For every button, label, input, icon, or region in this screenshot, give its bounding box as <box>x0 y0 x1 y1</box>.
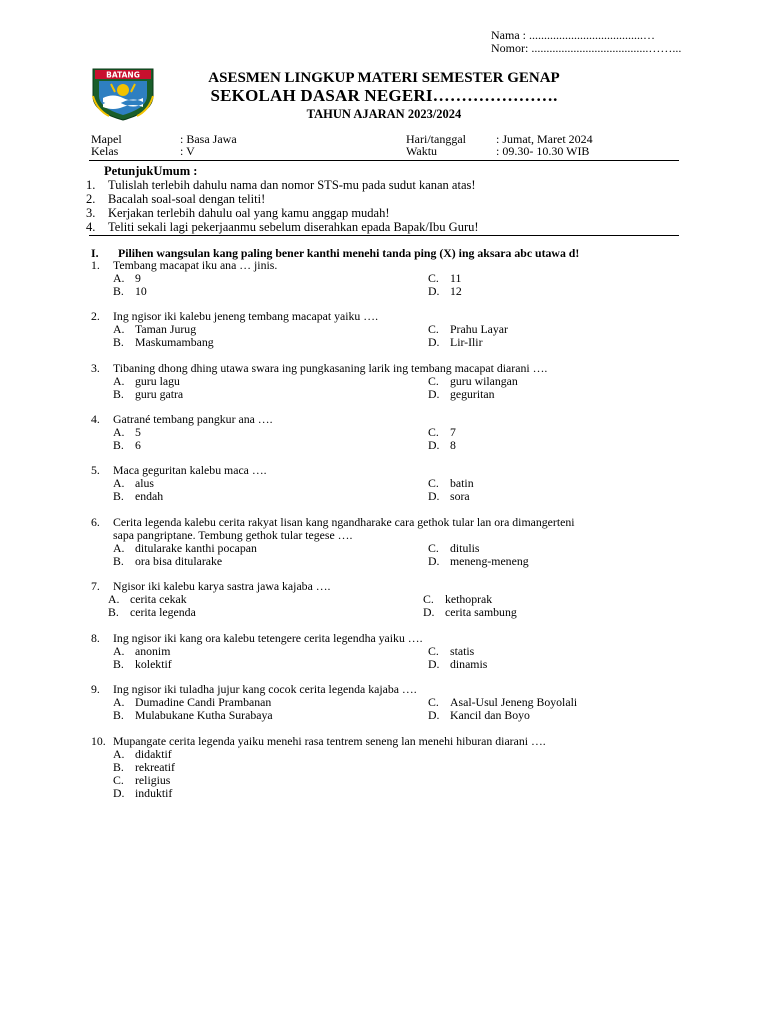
option-letter: B. <box>113 657 124 671</box>
answer-option[interactable] <box>428 658 487 671</box>
option-letter: A. <box>113 271 125 285</box>
option-text: rekreatif <box>135 760 175 774</box>
option-letter: C. <box>428 644 439 658</box>
option-letter: A. <box>113 695 125 709</box>
question-number <box>91 529 113 542</box>
petunjuk-item-number: 1. <box>86 178 96 192</box>
option-text: kethoprak <box>445 592 493 606</box>
petunjuk-list <box>86 178 479 234</box>
option-letter: B. <box>113 760 124 774</box>
kelas-label: Kelas <box>91 144 119 158</box>
option-text: 12 <box>450 284 462 298</box>
option-text: Mulabukane Kutha Surabaya <box>135 708 273 722</box>
question-text: sapa pangriptane. Tembung gethok tular tegese …. <box>113 528 353 542</box>
option-letter: B. <box>113 284 124 298</box>
option-text: cerita sambung <box>445 605 517 619</box>
petunjuk-item-number: 2. <box>86 192 96 206</box>
option-text: ditularake kanthi pocapan <box>135 541 257 555</box>
question-item <box>91 734 691 800</box>
option-letter: C. <box>428 541 439 555</box>
mapel-value: : Basa Jawa <box>180 132 237 146</box>
option-text: induktif <box>135 786 173 800</box>
answer-option[interactable] <box>428 439 456 452</box>
question-text: Tibaning dhong dhing utawa swara ing pungkasaning larik ing tembang macapat diarani …. <box>113 361 548 375</box>
option-letter: B. <box>113 335 124 349</box>
option-letter: A. <box>113 541 125 555</box>
question-stem <box>91 413 691 426</box>
question-item <box>91 682 691 722</box>
question-number: 9. <box>91 682 100 696</box>
question-number: 4. <box>91 412 100 426</box>
petunjuk-item-text: Tulislah terlebih dahulu nama dan nomor STS-mu pada sudut kanan atas! <box>108 178 476 192</box>
question-item <box>91 309 691 349</box>
answer-option[interactable] <box>113 490 163 503</box>
question-text: Mupangate cerita legenda yaiku menehi rasa tentrem seneng lan menehi hiburan diarani …. <box>113 734 546 748</box>
school-name: SEKOLAH DASAR NEGERI…………………. <box>210 86 558 105</box>
answer-option[interactable] <box>428 490 470 503</box>
petunjuk-item <box>86 192 479 206</box>
answer-option[interactable] <box>428 555 529 568</box>
option-letter: B. <box>113 438 124 452</box>
question-text: Tembang macapat iku ana … jinis. <box>113 258 278 272</box>
question-number: 2. <box>91 309 100 323</box>
nomor-field[interactable]: Nomor: .......................................……... <box>491 41 682 55</box>
option-text: batin <box>450 476 474 490</box>
option-text: didaktif <box>135 747 172 761</box>
option-letter: A. <box>113 374 125 388</box>
option-text: Lir-Ilir <box>450 335 483 349</box>
academic-year: TAHUN AJARAN 2023/2024 <box>306 107 462 121</box>
question-stem <box>91 735 691 748</box>
question-text: Maca geguritan kalebu maca …. <box>113 463 267 477</box>
option-text: Dumadine Candi Prambanan <box>135 695 272 709</box>
hari-label: Hari/tanggal <box>406 132 466 146</box>
option-letter: D. <box>428 708 440 722</box>
section-instruction: Pilihen wangsulan kang paling bener kanthi menehi tanda ping (X) ing aksara abc utawa d! <box>118 246 580 260</box>
petunjuk-item-text: Kerjakan terlebih dahulu oal yang kamu anggap mudah! <box>108 206 390 220</box>
option-letter: D. <box>428 554 440 568</box>
option-text: religius <box>135 773 171 787</box>
option-letter: C. <box>428 271 439 285</box>
petunjuk-item <box>86 206 479 220</box>
option-letter: C. <box>428 374 439 388</box>
question-item <box>91 579 691 619</box>
petunjuk-item-text: Teliti sekali lagi pekerjaanmu sebelum diserahkan epada Bapak/Ibu Guru! <box>108 220 479 234</box>
option-letter: B. <box>113 387 124 401</box>
question-item <box>91 361 691 401</box>
option-letter: B. <box>113 708 124 722</box>
option-text: anonim <box>135 644 171 658</box>
section-number: I. <box>91 246 99 260</box>
option-letter: A. <box>113 747 125 761</box>
option-text: guru gatra <box>135 387 184 401</box>
option-letter: C. <box>428 476 439 490</box>
question-number: 5. <box>91 463 100 477</box>
option-letter: C. <box>428 695 439 709</box>
option-text: 8 <box>450 438 456 452</box>
question-number: 1. <box>91 258 100 272</box>
option-letter: B. <box>108 605 119 619</box>
question-stem <box>91 362 691 375</box>
option-text: 9 <box>135 271 141 285</box>
question-text: Ngisor iki kalebu karya sastra jawa kajaba …. <box>113 579 331 593</box>
answer-option[interactable] <box>113 439 141 452</box>
option-letter: D. <box>428 438 440 452</box>
option-letter: A. <box>113 644 125 658</box>
option-letter: A. <box>108 592 120 606</box>
petunjuk-item <box>86 220 479 234</box>
option-text: sora <box>450 489 470 503</box>
mapel-label: Mapel <box>91 132 122 146</box>
option-letter: C. <box>423 592 434 606</box>
option-text: Asal-Usul Jeneng Boyolali <box>450 695 578 709</box>
question-number: 3. <box>91 361 100 375</box>
petunjuk-title: PetunjukUmum : <box>104 164 198 178</box>
option-letter: D. <box>428 657 440 671</box>
student-identity <box>491 29 681 55</box>
question-text: Ing ngisor iki tuladha jujur kang cocok cerita legenda kajaba …. <box>113 682 417 696</box>
petunjuk-item-text: Bacalah soal-soal dengan teliti! <box>108 192 266 206</box>
option-letter: D. <box>428 335 440 349</box>
option-text: 10 <box>135 284 147 298</box>
question-text: Ing ngisor iki kalebu jeneng tembang macapat yaiku …. <box>113 309 379 323</box>
option-letter: D. <box>428 489 440 503</box>
option-text: statis <box>450 644 475 658</box>
answer-option[interactable] <box>113 709 273 722</box>
answer-option[interactable] <box>108 606 196 619</box>
option-text: guru wilangan <box>450 374 518 388</box>
question-text: Cerita legenda kalebu cerita rakyat lisan kang ngandharake cara gethok tular lan ora dimangerteni <box>113 515 575 529</box>
option-text: endah <box>135 489 164 503</box>
hari-value: : Jumat, Maret 2024 <box>496 132 593 146</box>
option-letter: B. <box>113 554 124 568</box>
logo-text: BATANG <box>106 70 140 80</box>
option-text: 6 <box>135 438 141 452</box>
answer-option[interactable] <box>113 388 183 401</box>
answer-option[interactable] <box>113 285 147 298</box>
option-text: 11 <box>450 271 462 285</box>
answer-option[interactable] <box>428 336 483 349</box>
option-text: ditulis <box>450 541 480 555</box>
answer-option[interactable] <box>113 336 214 349</box>
option-letter: D. <box>423 605 435 619</box>
header-divider <box>89 160 679 161</box>
option-text: Kancil dan Boyo <box>450 708 530 722</box>
option-text: 7 <box>450 425 456 439</box>
option-text: Maskumambang <box>135 335 214 349</box>
option-text: cerita legenda <box>130 605 196 619</box>
question-item <box>91 631 691 671</box>
question-number: 10. <box>91 734 106 748</box>
question-text: Gatrané tembang pangkur ana …. <box>113 412 273 426</box>
exam-title: ASESMEN LINGKUP MATERI SEMESTER GENAP <box>208 70 560 86</box>
question-item <box>91 412 691 452</box>
petunjuk-item <box>86 178 479 192</box>
waktu-label: Waktu <box>406 144 438 158</box>
question-text: Ing ngisor iki kang ora kalebu tetengere cerita legendha yaiku …. <box>113 631 423 645</box>
question-number: 6. <box>91 515 100 529</box>
answer-option[interactable] <box>113 787 172 800</box>
petunjuk-item-number: 3. <box>86 206 96 220</box>
answer-option[interactable] <box>428 388 495 401</box>
option-text: kolektif <box>135 657 172 671</box>
answer-option[interactable] <box>428 285 462 298</box>
question-stem <box>91 632 691 645</box>
question-number: 7. <box>91 579 100 593</box>
option-letter: D. <box>113 786 125 800</box>
option-letter: D. <box>428 387 440 401</box>
question-stem <box>91 259 691 272</box>
waktu-value: : 09.30- 10.30 WIB <box>496 144 590 158</box>
option-letter: A. <box>113 425 125 439</box>
option-letter: D. <box>428 284 440 298</box>
option-text: ora bisa ditularake <box>135 554 223 568</box>
option-text: geguritan <box>450 387 495 401</box>
kelas-value: : V <box>180 144 195 158</box>
question-number: 8. <box>91 631 100 645</box>
petunjuk-divider <box>89 235 679 236</box>
answer-option[interactable] <box>113 555 222 568</box>
question-item <box>91 515 691 568</box>
petunjuk-item-number: 4. <box>86 220 96 234</box>
option-text: Taman Jurug <box>135 322 197 336</box>
option-letter: C. <box>428 322 439 336</box>
option-letter: A. <box>113 476 125 490</box>
option-text: guru lagu <box>135 374 180 388</box>
option-text: meneng-meneng <box>450 554 529 568</box>
question-item <box>91 258 691 298</box>
option-text: 5 <box>135 425 141 439</box>
option-letter: C. <box>113 773 124 787</box>
option-letter: B. <box>113 489 124 503</box>
answer-option[interactable] <box>428 709 530 722</box>
option-text: cerita cekak <box>130 592 187 606</box>
nama-field[interactable]: Nama : ......................................… <box>491 28 655 42</box>
option-text: dinamis <box>450 657 488 671</box>
answer-option[interactable] <box>113 658 172 671</box>
option-letter: A. <box>113 322 125 336</box>
option-letter: C. <box>428 425 439 439</box>
answer-option[interactable] <box>423 606 517 619</box>
question-item <box>91 463 691 503</box>
option-text: Prahu Layar <box>450 322 508 336</box>
question-stem <box>91 464 691 477</box>
option-text: alus <box>135 476 155 490</box>
